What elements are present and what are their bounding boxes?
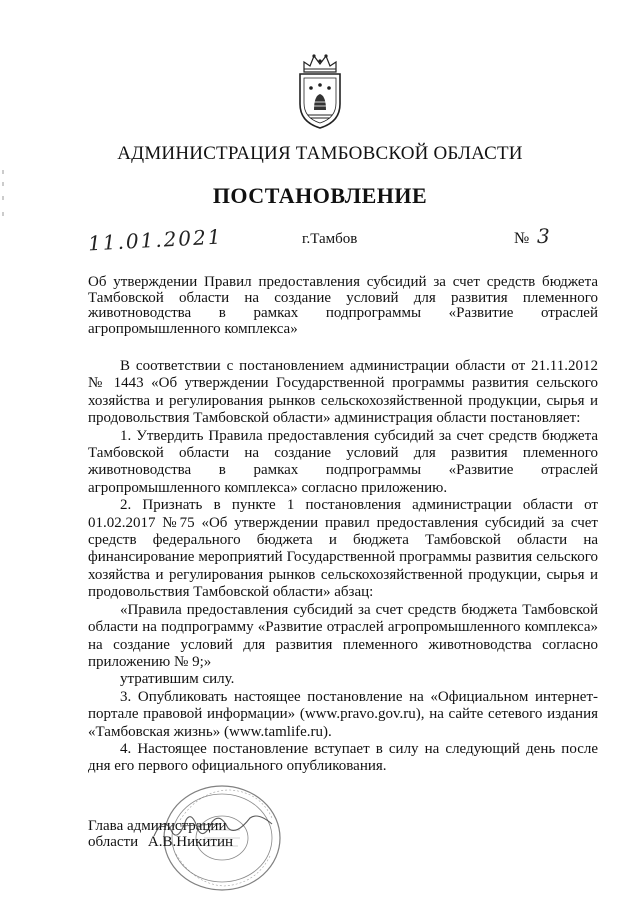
scan-edge-marks	[0, 170, 6, 230]
handwritten-signature	[150, 806, 280, 846]
preamble-paragraph: В соответствии с постановлением администрации области от 21.11.2012 № 1443 «Об утверждении Государственной программы развития сельского хозяйства и регулирования рынков сельскохозяйственной продукции, сырья и продовольствия Тамбовской области» администрация области постановляет:	[88, 358, 598, 427]
signatory-name: А.В.Никитин	[147, 834, 234, 850]
authority-name: АДМИНИСТРАЦИЯ ТАМБОВСКОЙ ОБЛАСТИ	[117, 143, 523, 164]
signatory-title-area: области	[88, 834, 139, 850]
item-4-paragraph: 4. Настоящее постановление вступает в силу на следующий день после дня его первого официального опубликования.	[88, 740, 598, 775]
item-3-paragraph: 3. Опубликовать настоящее постановление на «Официальном интернет-портале правовой информации» (www.pravo.gov.ru), на сайте сетевого издания «Тамбовская жизнь» (www.tamlife.ru).	[88, 688, 598, 740]
document-city: г.Тамбов	[302, 231, 358, 247]
document-body	[88, 358, 598, 776]
document-number-value: 3	[537, 224, 550, 248]
coat-of-arms-emblem	[296, 52, 344, 130]
item-2-paragraph: 2. Признать в пункте 1 постановления администрации области от 01.02.2017 №75 «Об утверждении правил предоставления субсидий за счет средств федерального бюджета и бюджета Тамбовской области на финансирование мероприятий Государственной программы развития сельского хозяйства и регулирования рынков сельскохозяйственной продукции, сырья и продовольствия Тамбовской области» абзац:	[88, 497, 598, 601]
item-1-paragraph: 1. Утвердить Правила предоставления субсидий за счет средств бюджета Тамбовской области на создание условий для развития племенного животноводства в рамках подпрограммы «Развитие отраслей агропромышленного комплекса» согласно приложению.	[88, 427, 598, 496]
document-subject: Об утверждении Правил предоставления субсидий за счет средств бюджета Тамбовской области на создание условий для развития племенного животноводства в рамках подпрограммы «Развитие отраслей агропромышленного комплекса»	[88, 274, 598, 337]
document-date: 11.01.2021	[87, 224, 224, 256]
document-type-title: ПОСТАНОВЛЕНИЕ	[212, 183, 428, 208]
document-number-label: №	[514, 230, 530, 247]
signatory-title-line-1: Глава администрации	[88, 818, 227, 834]
quoted-paragraph: «Правила предоставления субсидий за счет средств бюджета Тамбовской области на подпрограмму «Развитие отраслей агропромышленного комплекса» на создание условий для развития племенного животноводства согласно приложению № 9;»	[88, 601, 598, 670]
quote-ending: утратившим силу.	[120, 671, 235, 688]
